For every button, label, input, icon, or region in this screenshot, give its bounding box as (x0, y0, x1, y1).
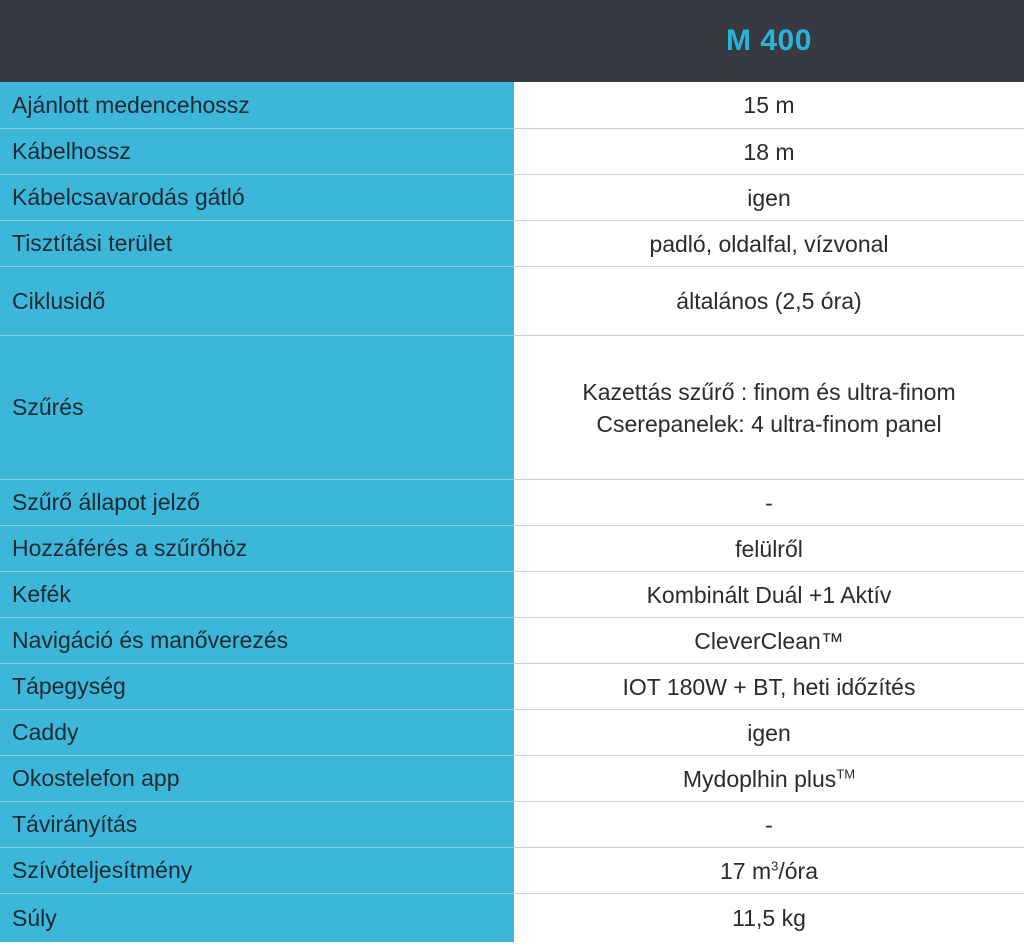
row-label: Kábelcsavarodás gátló (0, 175, 514, 221)
row-value: felülről (514, 526, 1024, 572)
row-label: Ciklusidő (0, 267, 514, 336)
table-row (0, 82, 1024, 129)
row-label: Navigáció és manőverezés (0, 618, 514, 664)
table-row (0, 756, 1024, 802)
row-value: IOT 180W + BT, heti időzítés (514, 664, 1024, 710)
row-label: Szívóteljesítmény (0, 848, 514, 894)
model-title: M 400 (726, 24, 812, 57)
row-label: Távirányítás (0, 802, 514, 848)
row-value: 18 m (514, 129, 1024, 175)
table-row (0, 480, 1024, 526)
table-row (0, 664, 1024, 710)
row-value-text (683, 763, 855, 795)
table-row (0, 848, 1024, 894)
header-blank-cell (0, 0, 514, 82)
row-value-tail: /óra (778, 857, 818, 884)
row-value: 15 m (514, 82, 1024, 129)
row-value-line-1: Kazettás szűrő : finom és ultra-finom (582, 378, 956, 405)
row-value-text (720, 855, 818, 887)
row-value: padló, oldalfal, vízvonal (514, 221, 1024, 267)
table-row (0, 129, 1024, 175)
table-row (0, 710, 1024, 756)
unit-superscript: 3 (771, 857, 779, 873)
row-value: - (514, 802, 1024, 848)
row-label: Ajánlott medencehossz (0, 82, 514, 129)
row-label: Hozzáférés a szűrőhöz (0, 526, 514, 572)
row-value: Kombinált Duál +1 Aktív (514, 572, 1024, 618)
table-row (0, 267, 1024, 336)
row-value: igen (514, 175, 1024, 221)
table-row (0, 175, 1024, 221)
table-row (0, 572, 1024, 618)
table-row (0, 618, 1024, 664)
table-row (0, 526, 1024, 572)
row-value: igen (514, 710, 1024, 756)
row-value (514, 756, 1024, 802)
table-row (0, 802, 1024, 848)
row-label: Caddy (0, 710, 514, 756)
table-row (0, 894, 1024, 942)
row-label: Okostelefon app (0, 756, 514, 802)
row-label: Súly (0, 894, 514, 942)
row-value-multiline (514, 336, 1024, 480)
row-label: Kefék (0, 572, 514, 618)
row-label: Tisztítási terület (0, 221, 514, 267)
row-value: CleverClean™ (514, 618, 1024, 664)
row-value: általános (2,5 óra) (514, 267, 1024, 336)
row-label: Szűrés (0, 336, 514, 480)
table-header (0, 0, 1024, 82)
row-value-main: 17 m (719, 857, 772, 884)
row-value: - (514, 480, 1024, 526)
row-label: Kábelhossz (0, 129, 514, 175)
row-value (514, 848, 1024, 894)
row-value-main: Mydoplhin plus (682, 765, 837, 792)
row-value-line-2: Cserepanelek: 4 ultra-finom panel (596, 410, 942, 437)
trademark-superscript: TM (836, 765, 856, 781)
table-row (0, 336, 1024, 480)
row-value: 11,5 kg (514, 894, 1024, 942)
row-label: Tápegység (0, 664, 514, 710)
table-row (0, 221, 1024, 267)
row-label: Szűrő állapot jelző (0, 480, 514, 526)
